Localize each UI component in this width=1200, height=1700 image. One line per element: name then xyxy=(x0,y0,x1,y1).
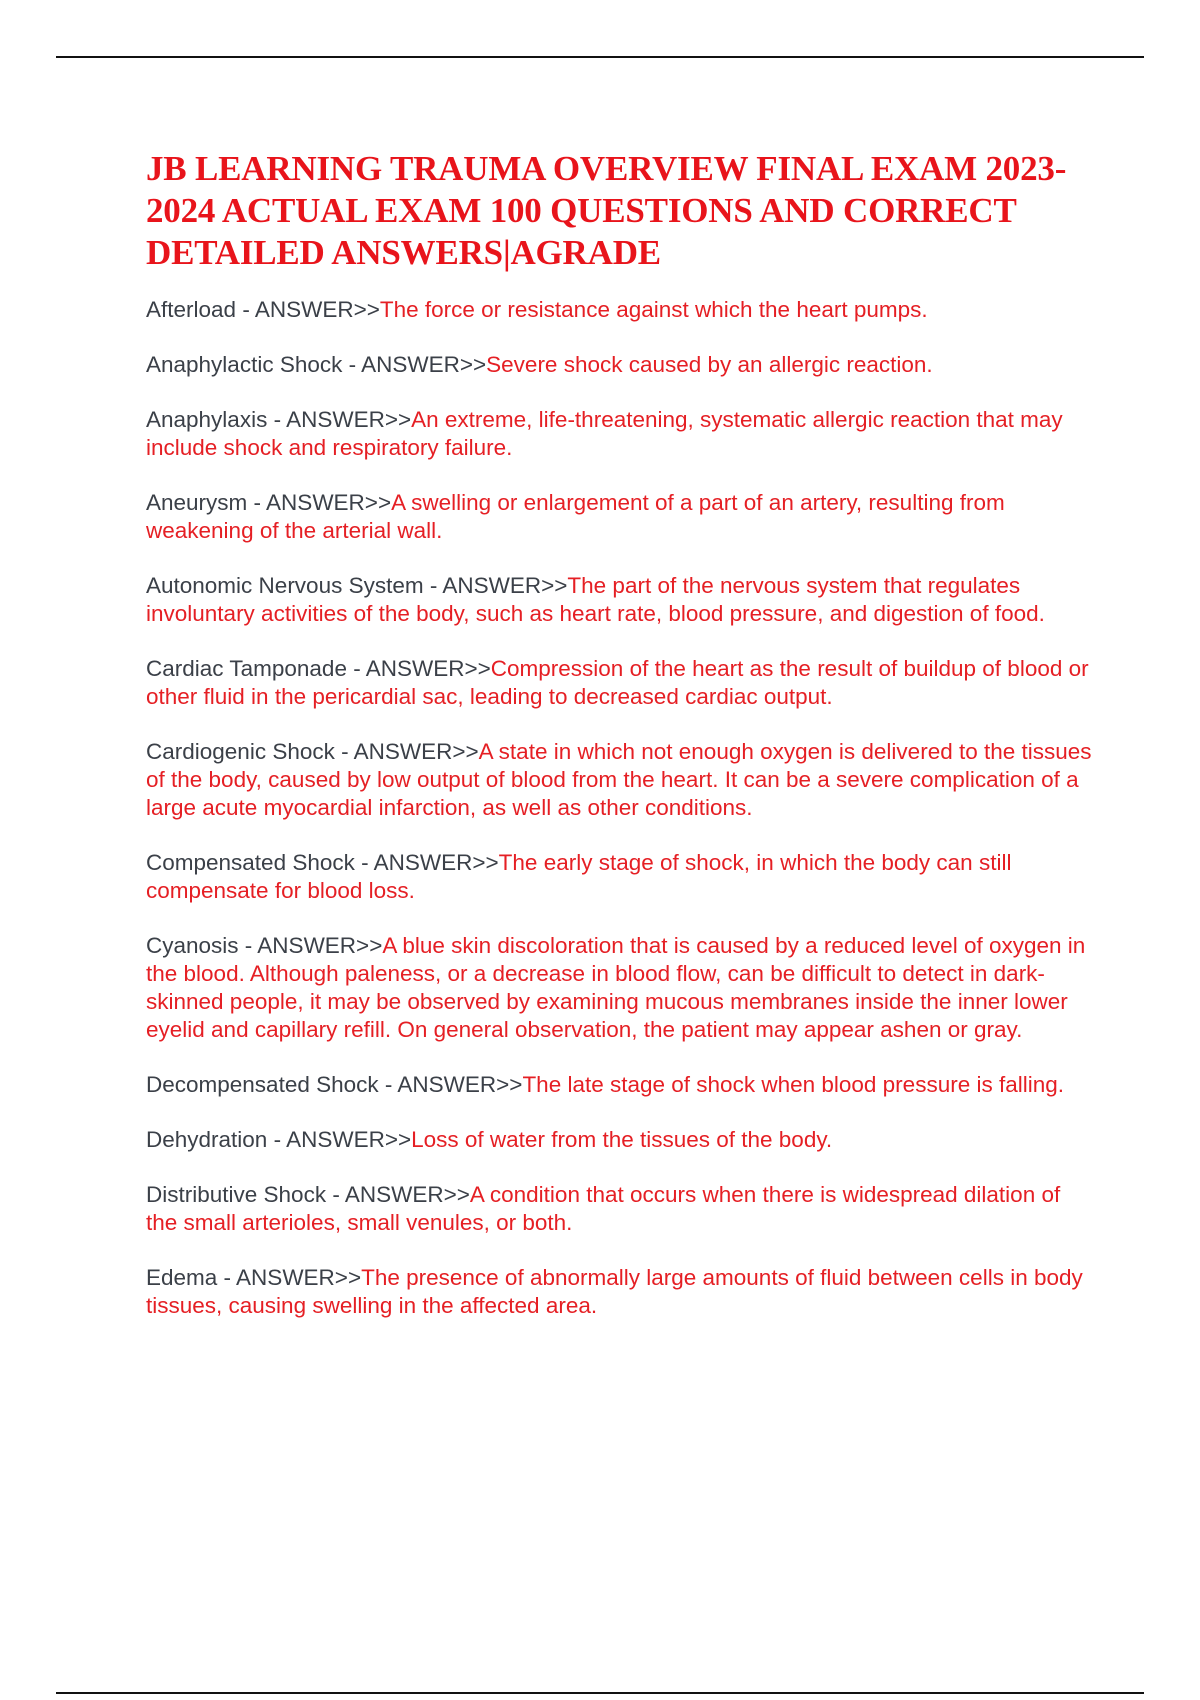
entry-term: Decompensated Shock xyxy=(146,1072,379,1097)
answer-separator: - ANSWER>> xyxy=(267,407,412,432)
entry xyxy=(146,351,1096,379)
entry-definition: A blue skin discoloration that is caused by a reduced level of oxygen in the blood. Although paleness, or a decrease in blood flow, can be difficult to detect in dark-skinned people, it may be observed by examining mucous membranes inside the inner lower eyelid and capillary refill. On general observation, the patient may appear ashen or gray. xyxy=(146,933,1086,1042)
top-rule xyxy=(56,56,1144,58)
bottom-rule xyxy=(56,1692,1144,1694)
entry-definition: Severe shock caused by an allergic reaction. xyxy=(486,352,933,377)
entry-definition: Compression of the heart as the result of buildup of blood or other fluid in the pericardial sac, leading to decreased cardiac output. xyxy=(146,656,1089,709)
entry-term: Distributive Shock xyxy=(146,1182,327,1207)
entry xyxy=(146,1071,1096,1099)
entry-term: Aneurysm xyxy=(146,490,248,515)
entry xyxy=(146,1181,1096,1237)
entry-term: Cardiogenic Shock xyxy=(146,739,335,764)
entry-definition: The force or resistance against which the heart pumps. xyxy=(379,297,928,322)
entry-term: Autonomic Nervous System xyxy=(146,573,424,598)
answer-separator: - ANSWER>> xyxy=(334,739,479,764)
entry xyxy=(146,296,1096,324)
entry-term: Cyanosis xyxy=(146,933,239,958)
answer-separator: - ANSWER>> xyxy=(247,490,392,515)
answer-separator: - ANSWER>> xyxy=(217,1265,362,1290)
entry-definition: Loss of water from the tissues of the body. xyxy=(411,1127,833,1152)
answer-separator: - ANSWER>> xyxy=(238,933,383,958)
entry-definition: A state in which not enough oxygen is delivered to the tissues of the body, caused by low output of blood from the heart. It can be a severe complication of a large acute myocardial infarction, as well as other conditions. xyxy=(146,739,1092,820)
answer-separator: - ANSWER>> xyxy=(378,1072,523,1097)
entry-term: Anaphylaxis xyxy=(146,407,268,432)
entry xyxy=(146,932,1096,1044)
answer-separator: - ANSWER>> xyxy=(423,573,568,598)
entry-definition: The late stage of shock when blood pressure is falling. xyxy=(522,1072,1064,1097)
entry xyxy=(146,1126,1096,1154)
document-title: JB LEARNING TRAUMA OVERVIEW FINAL EXAM 2023-2024 ACTUAL EXAM 100 QUESTIONS AND CORRECT DETAILED ANSWERS|AGRADE xyxy=(146,149,1067,272)
answer-separator: - ANSWER>> xyxy=(267,1127,412,1152)
entry-definition: The presence of abnormally large amounts of fluid between cells in body tissues, causing swelling in the affected area. xyxy=(146,1265,1083,1318)
entry xyxy=(146,572,1096,628)
entry-definition: A condition that occurs when there is widespread dilation of the small arterioles, small venules, or both. xyxy=(146,1182,1061,1235)
entry-definition: A swelling or enlargement of a part of an artery, resulting from weakening of the arterial wall. xyxy=(146,490,1005,543)
answer-separator: - ANSWER>> xyxy=(346,656,491,681)
entry-term: Anaphylactic Shock xyxy=(146,352,343,377)
entry-term: Cardiac Tamponade xyxy=(146,656,347,681)
entry-term: Afterload xyxy=(146,297,237,322)
entry xyxy=(146,489,1096,545)
entry-term: Compensated Shock xyxy=(146,850,355,875)
answer-separator: - ANSWER>> xyxy=(342,352,487,377)
entry-definition: The part of the nervous system that regulates involuntary activities of the body, such as heart rate, blood pressure, and digestion of food. xyxy=(146,573,1045,626)
entry-definition: An extreme, life-threatening, systematic allergic reaction that may include shock and respiratory failure. xyxy=(146,407,1063,460)
answer-separator: - ANSWER>> xyxy=(326,1182,470,1207)
answer-separator: - ANSWER>> xyxy=(236,297,380,322)
answer-separator: - ANSWER>> xyxy=(354,850,499,875)
entry-definition: The early stage of shock, in which the body can still compensate for blood loss. xyxy=(146,850,1012,903)
entry xyxy=(146,655,1096,711)
document-body xyxy=(146,148,1096,1347)
entry xyxy=(146,406,1096,462)
entry-term: Dehydration xyxy=(146,1127,268,1152)
entry xyxy=(146,1264,1096,1320)
entry xyxy=(146,738,1096,822)
entry-term: Edema xyxy=(146,1265,218,1290)
entry xyxy=(146,849,1096,905)
